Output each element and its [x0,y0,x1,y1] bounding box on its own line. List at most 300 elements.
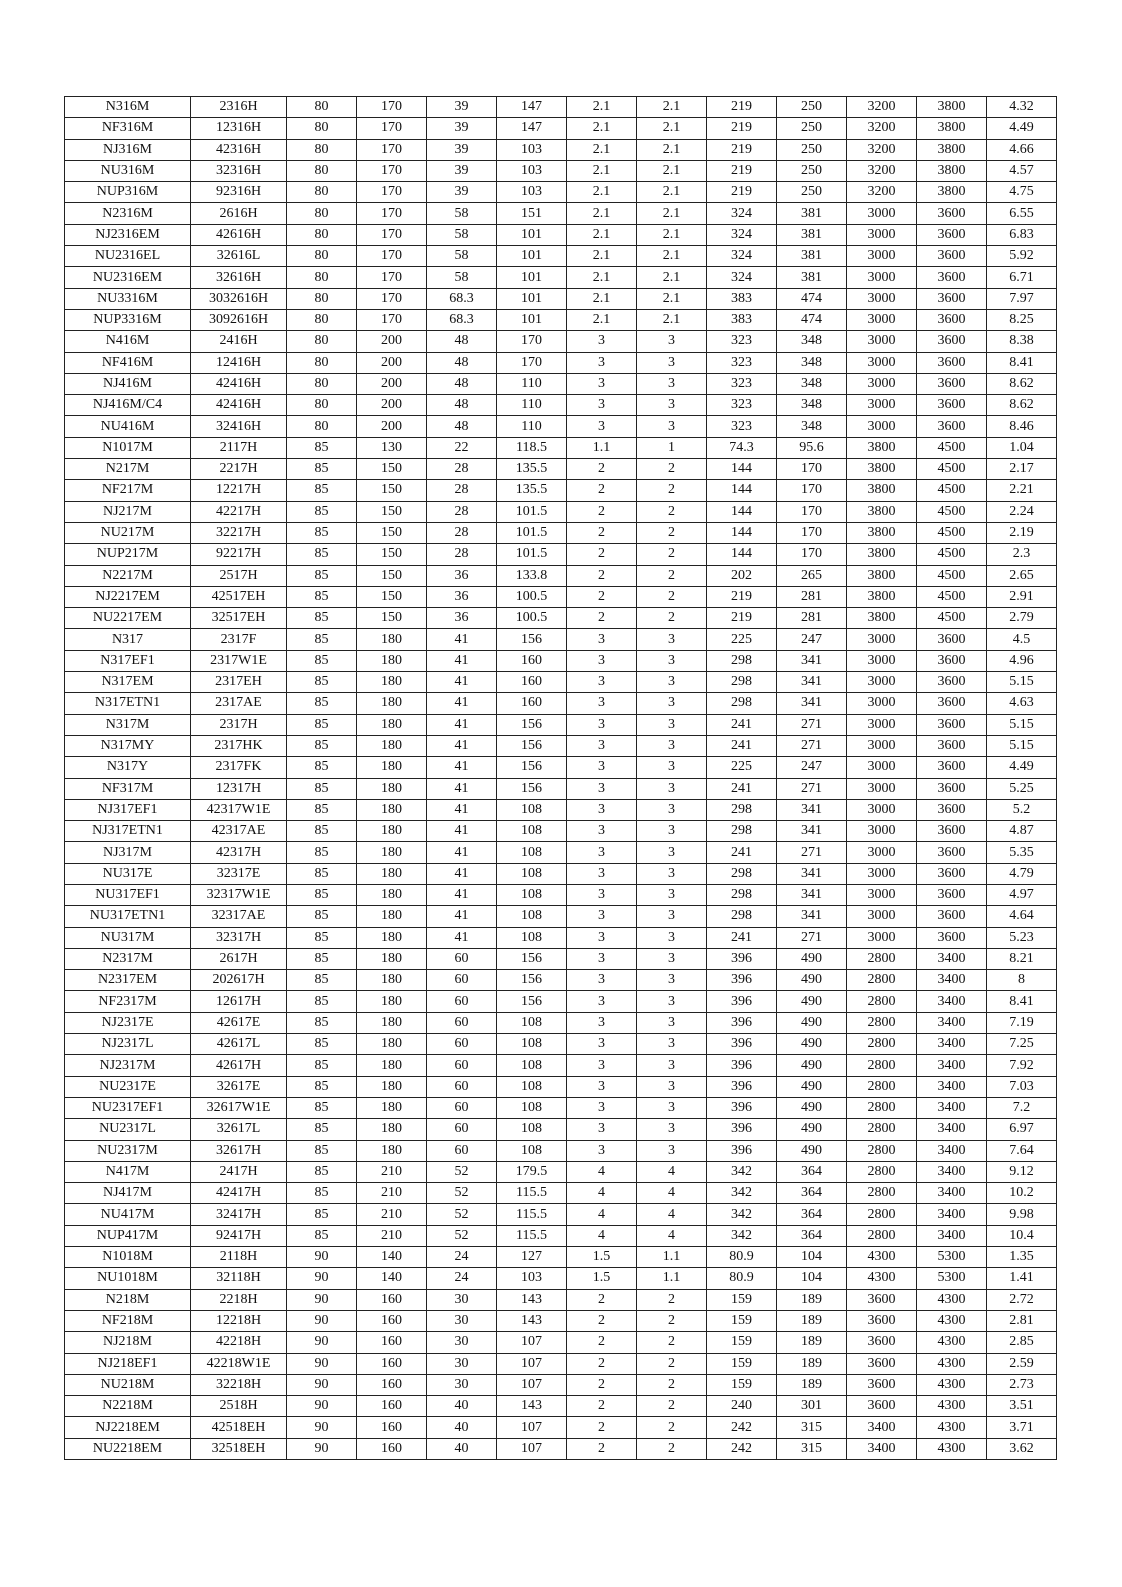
table-cell: 108 [497,821,567,842]
table-cell: 143 [497,1310,567,1331]
table-cell: 170 [357,160,427,181]
table-cell: 180 [357,1097,427,1118]
table-cell: 170 [777,501,847,522]
table-cell: 7.97 [987,288,1057,309]
table-cell: NJ2316EM [65,224,191,245]
table-cell: 135.5 [497,459,567,480]
table-cell: 80 [287,97,357,118]
table-cell: 3 [637,650,707,671]
table-cell: 2.3 [987,544,1057,565]
table-cell: 144 [707,480,777,501]
table-cell: 42617E [191,1012,287,1033]
table-cell: 189 [777,1289,847,1310]
table-cell: 100.5 [497,608,567,629]
table-cell: 202 [707,565,777,586]
table-cell: 3 [637,821,707,842]
table-cell: 2.91 [987,586,1057,607]
table-row [65,118,1057,139]
table-cell: 3000 [847,884,917,905]
table-cell: 3000 [847,267,917,288]
table-cell: 364 [777,1225,847,1246]
table-cell: 3400 [917,948,987,969]
table-cell: 156 [497,735,567,756]
table-cell: 42617L [191,1034,287,1055]
table-cell: 3600 [917,672,987,693]
table-cell: 3 [637,1119,707,1140]
table-cell: 3600 [847,1396,917,1417]
table-cell: 3600 [917,246,987,267]
table-cell: 80 [287,203,357,224]
table-cell: 32517EH [191,608,287,629]
table-cell: 52 [427,1183,497,1204]
table-cell: 80 [287,288,357,309]
table-row [65,1268,1057,1289]
table-cell: 241 [707,735,777,756]
table-cell: NUP417M [65,1225,191,1246]
table-cell: 348 [777,352,847,373]
table-cell: 3800 [847,522,917,543]
table-row [65,1417,1057,1438]
table-cell: 2 [637,1310,707,1331]
table-row [65,1353,1057,1374]
table-cell: 2.21 [987,480,1057,501]
table-cell: 3600 [917,416,987,437]
table-cell: 341 [777,863,847,884]
table-cell: 7.64 [987,1140,1057,1161]
table-cell: 4.57 [987,160,1057,181]
table-cell: 147 [497,118,567,139]
table-cell: 104 [777,1247,847,1268]
table-cell: N416M [65,331,191,352]
table-cell: 41 [427,842,497,863]
table-cell: NU2317L [65,1119,191,1140]
table-cell: 2 [567,565,637,586]
table-cell: 180 [357,821,427,842]
table-cell: 271 [777,842,847,863]
table-row [65,288,1057,309]
table-cell: 80.9 [707,1268,777,1289]
table-cell: 219 [707,182,777,203]
table-cell: 298 [707,906,777,927]
table-cell: 52 [427,1161,497,1182]
table-cell: 40 [427,1396,497,1417]
table-cell: 8.41 [987,352,1057,373]
table-cell: 170 [357,118,427,139]
table-cell: 7.19 [987,1012,1057,1033]
table-cell: 3600 [917,863,987,884]
table-cell: 8.62 [987,373,1057,394]
table-cell: 364 [777,1183,847,1204]
table-cell: 2 [567,1332,637,1353]
table-cell: 3600 [917,821,987,842]
table-cell: 85 [287,586,357,607]
table-cell: NU417M [65,1204,191,1225]
table-cell: 85 [287,1204,357,1225]
table-cell: 8.41 [987,991,1057,1012]
table-cell: 85 [287,1161,357,1182]
table-cell: NJ2317E [65,1012,191,1033]
table-cell: 2317FK [191,757,287,778]
table-cell: 2.1 [567,288,637,309]
table-cell: 241 [707,778,777,799]
table-cell: 3000 [847,842,917,863]
table-cell: 2.1 [637,97,707,118]
table-cell: 41 [427,693,497,714]
table-cell: 3200 [847,160,917,181]
table-cell: 156 [497,629,567,650]
table-cell: 101 [497,246,567,267]
table-cell: 3000 [847,799,917,820]
table-cell: 490 [777,1034,847,1055]
table-cell: N1017M [65,437,191,458]
table-cell: 2 [567,1310,637,1331]
table-cell: 85 [287,991,357,1012]
table-cell: 60 [427,1140,497,1161]
table-cell: 143 [497,1289,567,1310]
table-cell: 2 [637,501,707,522]
table-cell: 68.3 [427,309,497,330]
table-cell: 3 [567,1076,637,1097]
table-row [65,1012,1057,1033]
table-cell: 42218W1E [191,1353,287,1374]
table-cell: 41 [427,629,497,650]
table-cell: 341 [777,799,847,820]
table-cell: 348 [777,373,847,394]
table-cell: 41 [427,672,497,693]
table-cell: 80 [287,331,357,352]
table-cell: 490 [777,970,847,991]
table-cell: 170 [357,246,427,267]
table-cell: 3 [567,1012,637,1033]
table-cell: 396 [707,1097,777,1118]
table-cell: 3 [637,1097,707,1118]
table-cell: 4500 [917,501,987,522]
table-cell: 85 [287,1012,357,1033]
table-cell: 2.1 [567,309,637,330]
table-row [65,821,1057,842]
table-cell: 200 [357,395,427,416]
table-cell: 170 [357,97,427,118]
table-cell: 4.75 [987,182,1057,203]
table-cell: 3800 [917,160,987,181]
table-cell: 341 [777,821,847,842]
table-cell: 3 [637,672,707,693]
table-cell: 7.03 [987,1076,1057,1097]
table-cell: 3 [567,757,637,778]
table-cell: 108 [497,863,567,884]
table-row [65,395,1057,416]
table-cell: 3 [567,1097,637,1118]
table-cell: 383 [707,288,777,309]
table-cell: 2.1 [567,182,637,203]
table-cell: 342 [707,1225,777,1246]
table-cell: 242 [707,1417,777,1438]
table-cell: 2800 [847,1183,917,1204]
table-cell: 4500 [917,544,987,565]
table-cell: 48 [427,352,497,373]
table-cell: 3800 [917,139,987,160]
table-cell: NJ317ETN1 [65,821,191,842]
table-cell: 60 [427,1055,497,1076]
table-cell: 250 [777,182,847,203]
table-cell: 2 [567,1417,637,1438]
table-body [65,97,1057,1460]
table-cell: NU2218EM [65,1438,191,1459]
table-cell: 2.1 [567,139,637,160]
table-cell: 3032616H [191,288,287,309]
table-cell: 58 [427,246,497,267]
table-cell: 3400 [917,1140,987,1161]
table-cell: 3400 [917,970,987,991]
table-cell: 108 [497,1076,567,1097]
table-cell: 58 [427,224,497,245]
table-cell: 9.12 [987,1161,1057,1182]
table-cell: 2518H [191,1396,287,1417]
table-cell: 3.71 [987,1417,1057,1438]
table-cell: 85 [287,1225,357,1246]
table-cell: 60 [427,1034,497,1055]
table-cell: 108 [497,1140,567,1161]
table-cell: NJ2317M [65,1055,191,1076]
table-row [65,1310,1057,1331]
table-cell: 3800 [847,565,917,586]
table-cell: N2317EM [65,970,191,991]
table-cell: 3 [637,970,707,991]
table-cell: 381 [777,203,847,224]
table-cell: 159 [707,1353,777,1374]
table-cell: 4500 [917,437,987,458]
table-cell: 85 [287,522,357,543]
table-cell: 151 [497,203,567,224]
table-cell: 3000 [847,693,917,714]
table-cell: 3600 [917,906,987,927]
table-cell: 30 [427,1353,497,1374]
table-cell: 4 [637,1183,707,1204]
table-row [65,480,1057,501]
table-cell: 80 [287,139,357,160]
table-cell: 101 [497,267,567,288]
table-cell: 3 [637,1140,707,1161]
table-row [65,331,1057,352]
table-cell: 5.35 [987,842,1057,863]
table-cell: 108 [497,1012,567,1033]
table-cell: 156 [497,948,567,969]
table-cell: 180 [357,735,427,756]
table-cell: 3400 [847,1438,917,1459]
table-cell: 2800 [847,1161,917,1182]
table-cell: 90 [287,1374,357,1395]
table-cell: 92417H [191,1225,287,1246]
table-cell: NU218M [65,1374,191,1395]
table-cell: 42617H [191,1055,287,1076]
table-cell: 3000 [847,224,917,245]
table-cell: 12218H [191,1310,287,1331]
table-cell: 2317H [191,714,287,735]
table-cell: 170 [497,352,567,373]
table-cell: 160 [357,1374,427,1395]
table-cell: 490 [777,1012,847,1033]
table-cell: NU2317M [65,1140,191,1161]
table-cell: 3 [567,884,637,905]
table-cell: 103 [497,139,567,160]
table-cell: 85 [287,1140,357,1161]
table-cell: 298 [707,821,777,842]
table-cell: 381 [777,267,847,288]
table-row [65,1374,1057,1395]
table-cell: NU1018M [65,1268,191,1289]
table-cell: 3000 [847,863,917,884]
table-cell: 2 [637,522,707,543]
table-cell: 2.24 [987,501,1057,522]
table-cell: 396 [707,1140,777,1161]
table-row [65,586,1057,607]
table-cell: NJ416M [65,373,191,394]
table-cell: 200 [357,331,427,352]
table-cell: 2 [567,1289,637,1310]
table-row [65,1055,1057,1076]
table-cell: 6.55 [987,203,1057,224]
table-cell: 2 [637,544,707,565]
table-cell: NU2316EM [65,267,191,288]
table-cell: 342 [707,1161,777,1182]
table-cell: 241 [707,927,777,948]
table-cell: 3600 [917,842,987,863]
table-cell: 3 [567,672,637,693]
table-row [65,757,1057,778]
table-cell: 143 [497,1396,567,1417]
table-cell: 240 [707,1396,777,1417]
table-cell: 115.5 [497,1183,567,1204]
table-cell: 85 [287,1097,357,1118]
table-cell: 3400 [917,1012,987,1033]
table-cell: 3000 [847,927,917,948]
table-row [65,203,1057,224]
table-cell: 108 [497,1055,567,1076]
table-cell: 28 [427,480,497,501]
table-cell: 159 [707,1332,777,1353]
table-cell: 2.85 [987,1332,1057,1353]
table-cell: 4300 [917,1353,987,1374]
table-cell: 2.1 [637,160,707,181]
table-cell: 39 [427,160,497,181]
table-cell: 28 [427,459,497,480]
table-cell: 4300 [917,1396,987,1417]
table-cell: 2.1 [637,182,707,203]
table-row [65,1161,1057,1182]
table-cell: 241 [707,842,777,863]
table-cell: 85 [287,927,357,948]
table-cell: 3 [567,970,637,991]
table-cell: 490 [777,1097,847,1118]
table-cell: 100.5 [497,586,567,607]
table-cell: 7.2 [987,1097,1057,1118]
table-cell: 364 [777,1204,847,1225]
table-cell: 200 [357,352,427,373]
table-cell: 108 [497,842,567,863]
table-cell: 39 [427,139,497,160]
table-cell: 41 [427,650,497,671]
table-cell: 4 [567,1161,637,1182]
table-cell: 4.64 [987,906,1057,927]
table-cell: 42317W1E [191,799,287,820]
table-cell: 3 [637,714,707,735]
table-cell: 3000 [847,714,917,735]
table-cell: 2 [567,459,637,480]
table-cell: 3 [567,842,637,863]
table-cell: 36 [427,565,497,586]
table-cell: 180 [357,1076,427,1097]
table-cell: 219 [707,586,777,607]
table-cell: NU416M [65,416,191,437]
table-cell: 8.21 [987,948,1057,969]
table-cell: 2.65 [987,565,1057,586]
table-cell: 160 [357,1396,427,1417]
table-cell: 2.1 [567,118,637,139]
table-cell: 2800 [847,1119,917,1140]
table-row [65,224,1057,245]
table-cell: 3 [637,906,707,927]
table-cell: 3 [567,1055,637,1076]
table-cell: 383 [707,309,777,330]
table-cell: 12617H [191,991,287,1012]
table-cell: 85 [287,778,357,799]
table-cell: 3 [567,991,637,1012]
table-cell: 85 [287,693,357,714]
table-cell: 2800 [847,1225,917,1246]
table-row [65,1289,1057,1310]
table-cell: 189 [777,1310,847,1331]
table-cell: 3 [637,991,707,1012]
table-cell: 85 [287,1055,357,1076]
table-cell: 323 [707,331,777,352]
table-cell: 490 [777,1055,847,1076]
table-cell: 3400 [917,991,987,1012]
table-cell: 4500 [917,480,987,501]
table-cell: 4300 [917,1438,987,1459]
table-cell: 160 [357,1353,427,1374]
table-cell: 3800 [847,544,917,565]
table-cell: NU217M [65,522,191,543]
table-cell: 85 [287,948,357,969]
table-cell: 2800 [847,1055,917,1076]
table-cell: 4300 [917,1289,987,1310]
table-cell: 3 [567,821,637,842]
table-cell: 170 [357,267,427,288]
table-cell: 32416H [191,416,287,437]
document-page [64,96,1046,1460]
table-cell: 90 [287,1353,357,1374]
table-cell: 36 [427,586,497,607]
table-cell: NJ316M [65,139,191,160]
table-cell: 341 [777,693,847,714]
table-cell: 133.8 [497,565,567,586]
table-cell: 3600 [917,778,987,799]
table-row [65,608,1057,629]
table-cell: 32316H [191,160,287,181]
table-cell: 150 [357,565,427,586]
table-cell: 3000 [847,395,917,416]
table-cell: 180 [357,948,427,969]
table-cell: 85 [287,1034,357,1055]
table-cell: 32616H [191,267,287,288]
table-cell: N317EM [65,672,191,693]
table-cell: 180 [357,927,427,948]
table-cell: N217M [65,459,191,480]
table-cell: 225 [707,629,777,650]
table-row [65,842,1057,863]
table-cell: NF316M [65,118,191,139]
table-cell: 42416H [191,395,287,416]
